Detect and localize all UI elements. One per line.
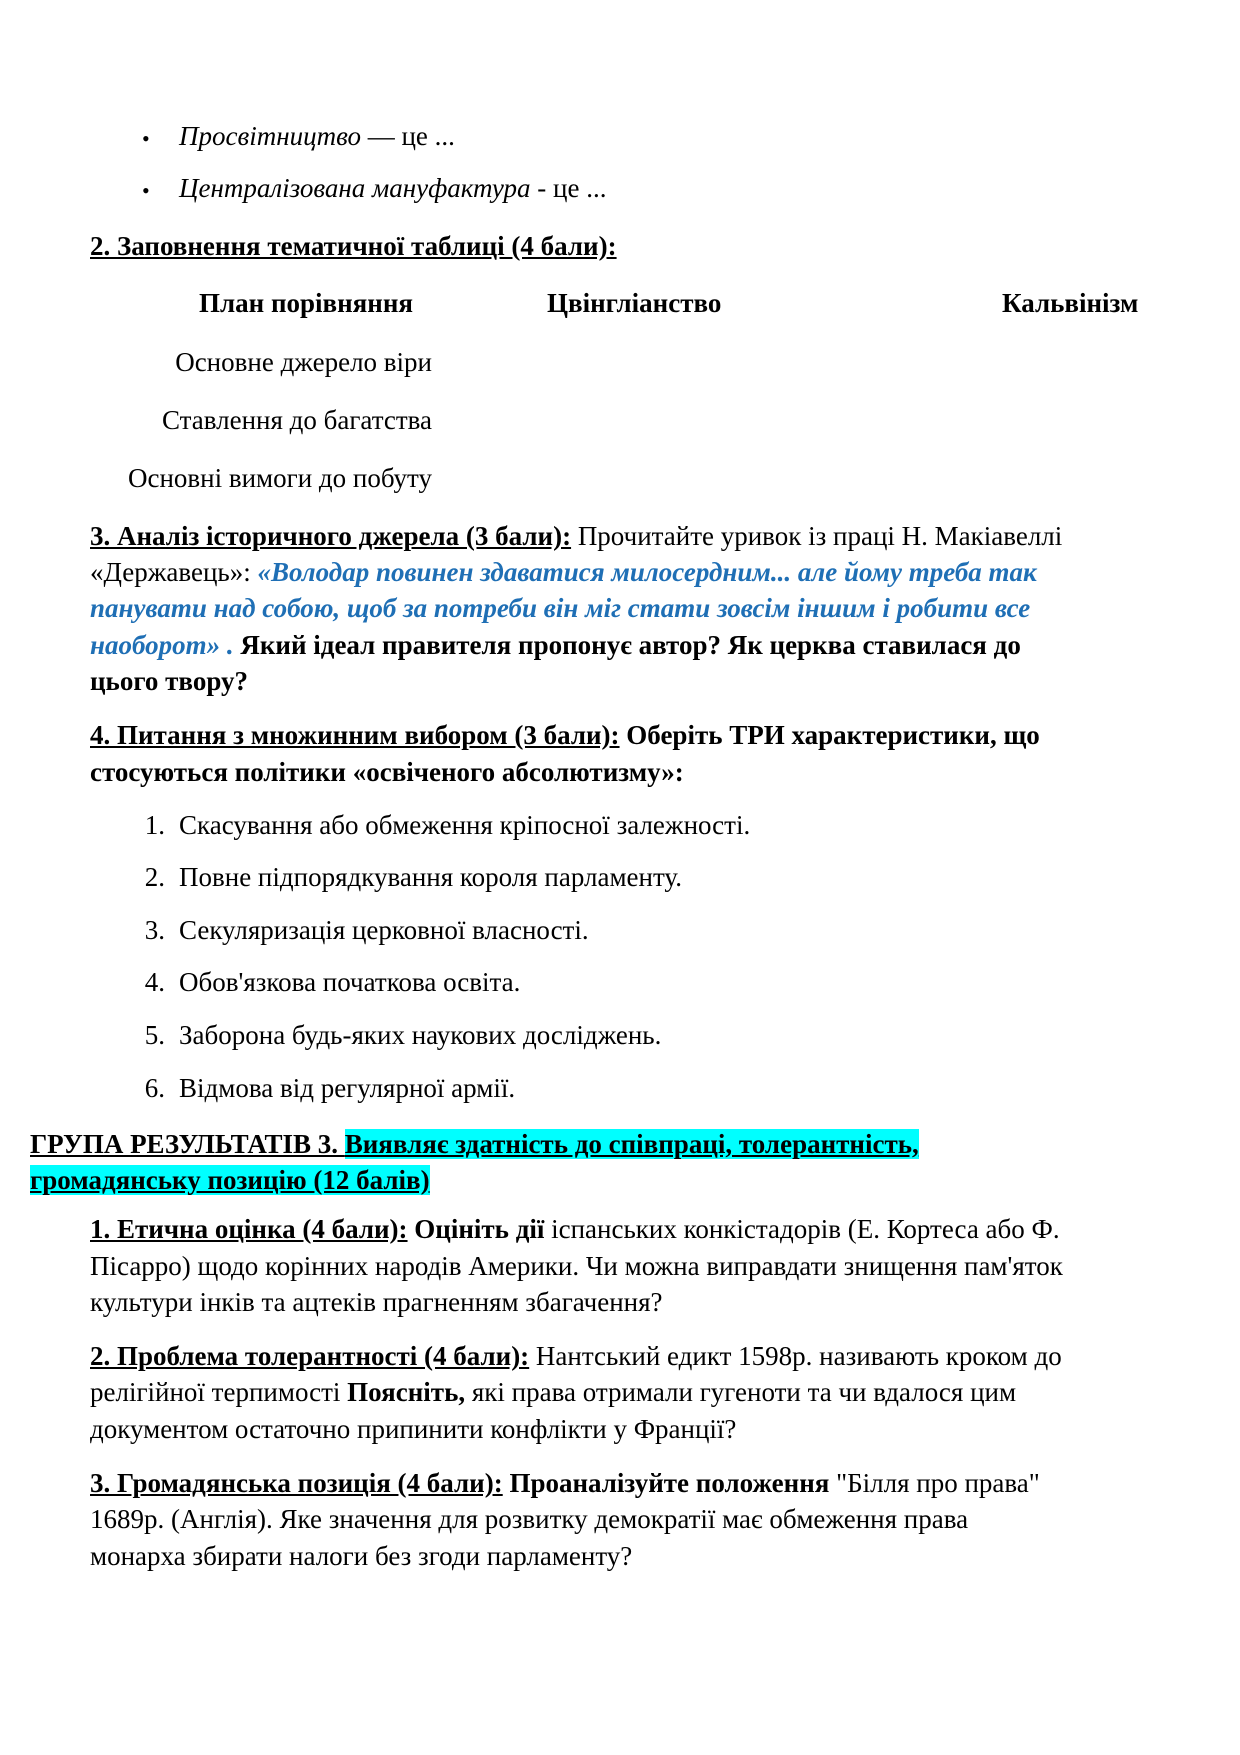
task4-heading: 4. Питання з множинним вибором (3 бали): <box>90 720 620 750</box>
option-text: Заборона будь-яких наукових досліджень. <box>179 1020 662 1050</box>
g3-task3-text: 1689р. (Англія). Яке значення для розвитку демократії має обмеження права <box>90 1504 969 1534</box>
g3-task2-text: які права отримали гугеноти та чи вдалося цим <box>465 1377 1017 1407</box>
bullet: • <box>142 178 150 203</box>
bullet: • <box>142 126 150 151</box>
task2-heading: 2. Заповнення тематичної таблиці (4 бали): <box>90 231 617 261</box>
definition-text: - це ... <box>530 173 607 203</box>
option-text: Повне підпорядкування короля парламенту. <box>179 862 682 892</box>
group3-highlight: Виявляє здатність до співпраці, толерантність, <box>344 1129 919 1159</box>
g3-task1-text: культури інків та ацтеків прагненням збагачення? <box>90 1287 663 1317</box>
option-text: Секуляризація церковної власності. <box>179 915 589 945</box>
table-header-plan: План порівняння <box>199 288 413 318</box>
g3-task2-line1 <box>90 1338 1062 1374</box>
list-number: 1. <box>144 810 165 840</box>
table-header-calvin: Кальвінізм <box>1002 288 1139 318</box>
group3-heading-line2 <box>30 1162 430 1198</box>
group3-prefix: ГРУПА РЕЗУЛЬТАТІВ 3. <box>30 1129 345 1159</box>
task4-prompt: стосуються політики «освіченого абсолютизму»: <box>90 757 684 787</box>
task3-line4 <box>90 627 1021 663</box>
definition-item <box>179 118 455 154</box>
definition-item <box>179 170 606 206</box>
term: Просвітництво <box>179 121 361 151</box>
task3-question: Який ідеал правителя пропонує автор? Як церква ставилася до <box>233 630 1021 660</box>
table-header-zwingli: Цвінгліанство <box>547 288 722 318</box>
group3-highlight: громадянську позицію (12 балів) <box>30 1165 430 1195</box>
list-number: 6. <box>144 1073 165 1103</box>
task4-line1 <box>90 717 1040 753</box>
g3-task3-line1 <box>90 1465 1040 1501</box>
task4-prompt: Оберіть ТРИ характеристики, що <box>619 720 1040 750</box>
g3-task2-text: документом остаточно припинити конфлікти у Франції? <box>90 1414 737 1444</box>
g3-task1-heading: 1. Етична оцінка (4 бали): <box>90 1214 408 1244</box>
g3-task3-heading: 3. Громадянська позиція (4 бали): <box>90 1468 503 1498</box>
table-row-label: Ставлення до багатства <box>161 405 432 435</box>
g3-task3-text: монарха збирати налоги без згоди парламенту? <box>90 1541 633 1571</box>
g3-task1-line1 <box>90 1211 1060 1247</box>
list-number: 5. <box>144 1020 165 1050</box>
g3-task2-text: Нантський едикт 1598р. називають кроком до <box>529 1341 1062 1371</box>
quote-text: «Володар повинен здаватися милосердним... але йому треба так <box>257 557 1037 587</box>
g3-task1-bold: Оцініть дії <box>407 1214 545 1244</box>
table-row-label: Основні вимоги до побуту <box>127 463 432 493</box>
task3-heading: 3. Аналіз історичного джерела (3 бали): <box>90 521 572 551</box>
g3-task2-heading: 2. Проблема толерантності (4 бали): <box>90 1341 530 1371</box>
task3-line2 <box>90 554 1037 590</box>
g3-task1-text: іспанських конкістадорів (Е. Кортеса або Ф. <box>544 1214 1060 1244</box>
g3-task2-text: релігійної терпимості <box>90 1377 348 1407</box>
g3-task2-line2 <box>90 1374 1016 1410</box>
task3-source: «Державець»: <box>90 557 258 587</box>
task3-question: цього твору? <box>90 666 248 696</box>
option-text: Скасування або обмеження кріпосної залежності. <box>179 810 751 840</box>
task3-line1 <box>90 518 1062 554</box>
list-number: 3. <box>144 915 165 945</box>
table-row-label: Основне джерело віри <box>175 347 432 377</box>
g3-task3-text: "Білля про права" <box>829 1468 1040 1498</box>
quote-text: наоборот» . <box>90 630 234 660</box>
group3-heading <box>30 1126 919 1162</box>
definition-text: — це ... <box>360 121 455 151</box>
option-text: Обов'язкова початкова освіта. <box>179 967 521 997</box>
quote-text: панувати над собою, щоб за потреби він міг стати зовсім іншим і робити все <box>90 593 1031 623</box>
task3-intro: Прочитайте уривок із праці Н. Макіавеллі <box>571 521 1063 551</box>
g3-task2-bold: Поясніть, <box>347 1377 466 1407</box>
list-number: 2. <box>144 862 165 892</box>
term: Централізована мануфактура <box>179 173 531 203</box>
option-text: Відмова від регулярної армії. <box>179 1073 516 1103</box>
g3-task3-bold: Проаналізуйте положення <box>502 1468 830 1498</box>
list-number: 4. <box>144 967 165 997</box>
g3-task1-text: Пісарро) щодо корінних народів Америки. Чи можна виправдати знищення пам'яток <box>90 1251 1063 1281</box>
